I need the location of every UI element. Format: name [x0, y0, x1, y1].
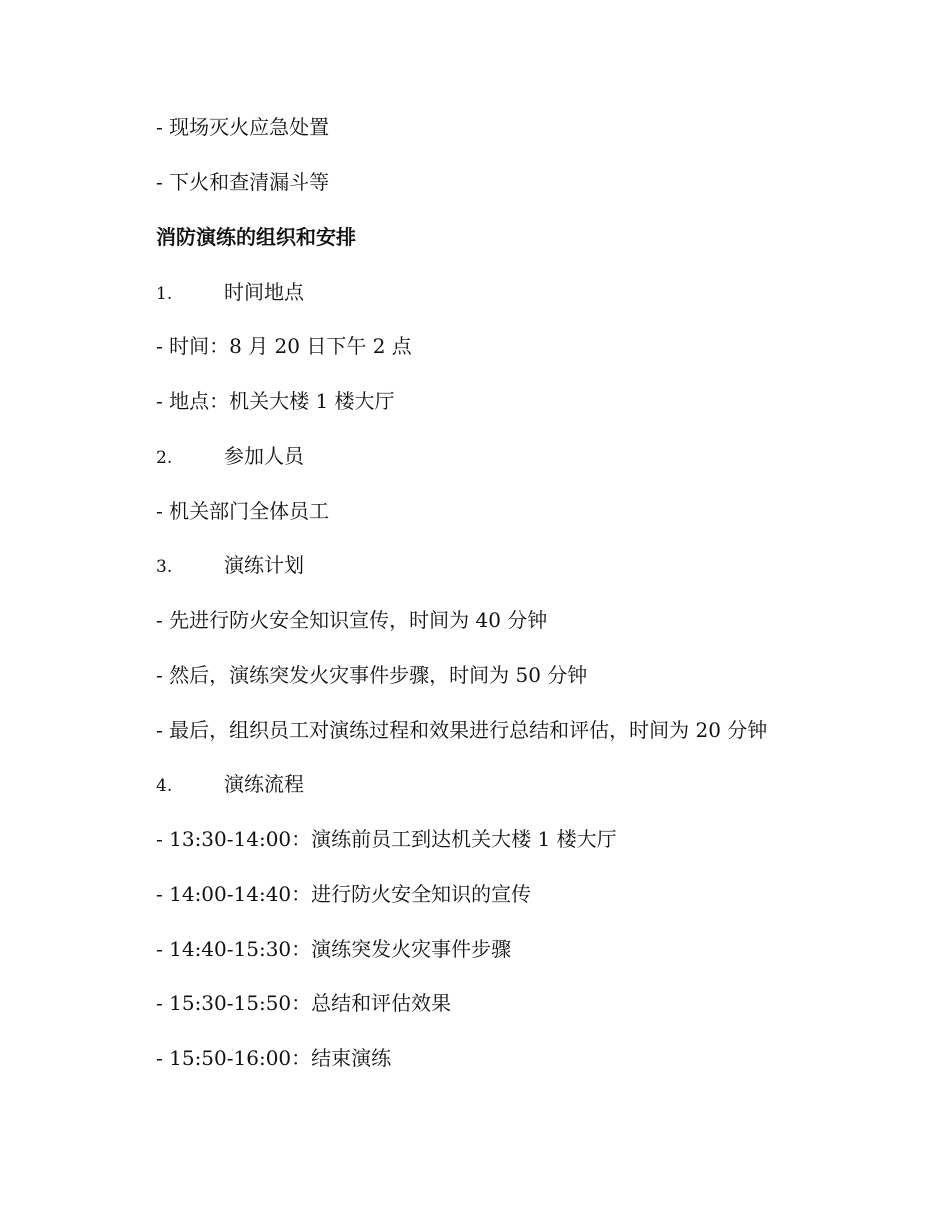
bullet-line: - 先进行防火安全知识宣传，时间为 40 分钟	[156, 608, 548, 632]
bullet-line: - 地点：机关大楼 1 楼大厅	[156, 389, 395, 413]
numbered-item	[156, 552, 304, 580]
bullet-line: - 最后，组织员工对演练过程和效果进行总结和评估，时间为 20 分钟	[156, 718, 768, 742]
item-title: 演练计划	[224, 553, 304, 577]
item-number: 4.	[156, 776, 173, 796]
item-number: 2.	[156, 448, 173, 468]
bullet-line: - 机关部门全体员工	[156, 499, 330, 523]
item-number: 3.	[156, 557, 173, 577]
bullet-line: - 14:00-14:40：进行防火安全知识的宣传	[156, 882, 532, 906]
numbered-item	[156, 443, 304, 471]
bullet-line: - 下火和查清漏斗等	[156, 170, 330, 194]
bullet-line: - 然后，演练突发火灾事件步骤，时间为 50 分钟	[156, 663, 588, 687]
item-title: 时间地点	[224, 280, 304, 304]
item-number: 1.	[156, 284, 173, 304]
section-heading: 消防演练的组织和安排	[156, 225, 356, 249]
bullet-line: - 13:30-14:00：演练前员工到达机关大楼 1 楼大厅	[156, 827, 617, 851]
bullet-line: - 15:50-16:00：结束演练	[156, 1046, 392, 1070]
bullet-line: - 时间：8 月 20 日下午 2 点	[156, 334, 412, 358]
bullet-line: - 15:30-15:50：总结和评估效果	[156, 991, 452, 1015]
item-title: 演练流程	[224, 772, 304, 796]
numbered-item	[156, 771, 304, 799]
bullet-line: - 现场灭火应急处置	[156, 115, 330, 139]
bullet-line: - 14:40-15:30：演练突发火灾事件步骤	[156, 937, 512, 961]
item-title: 参加人员	[224, 444, 304, 468]
numbered-item	[156, 279, 304, 307]
